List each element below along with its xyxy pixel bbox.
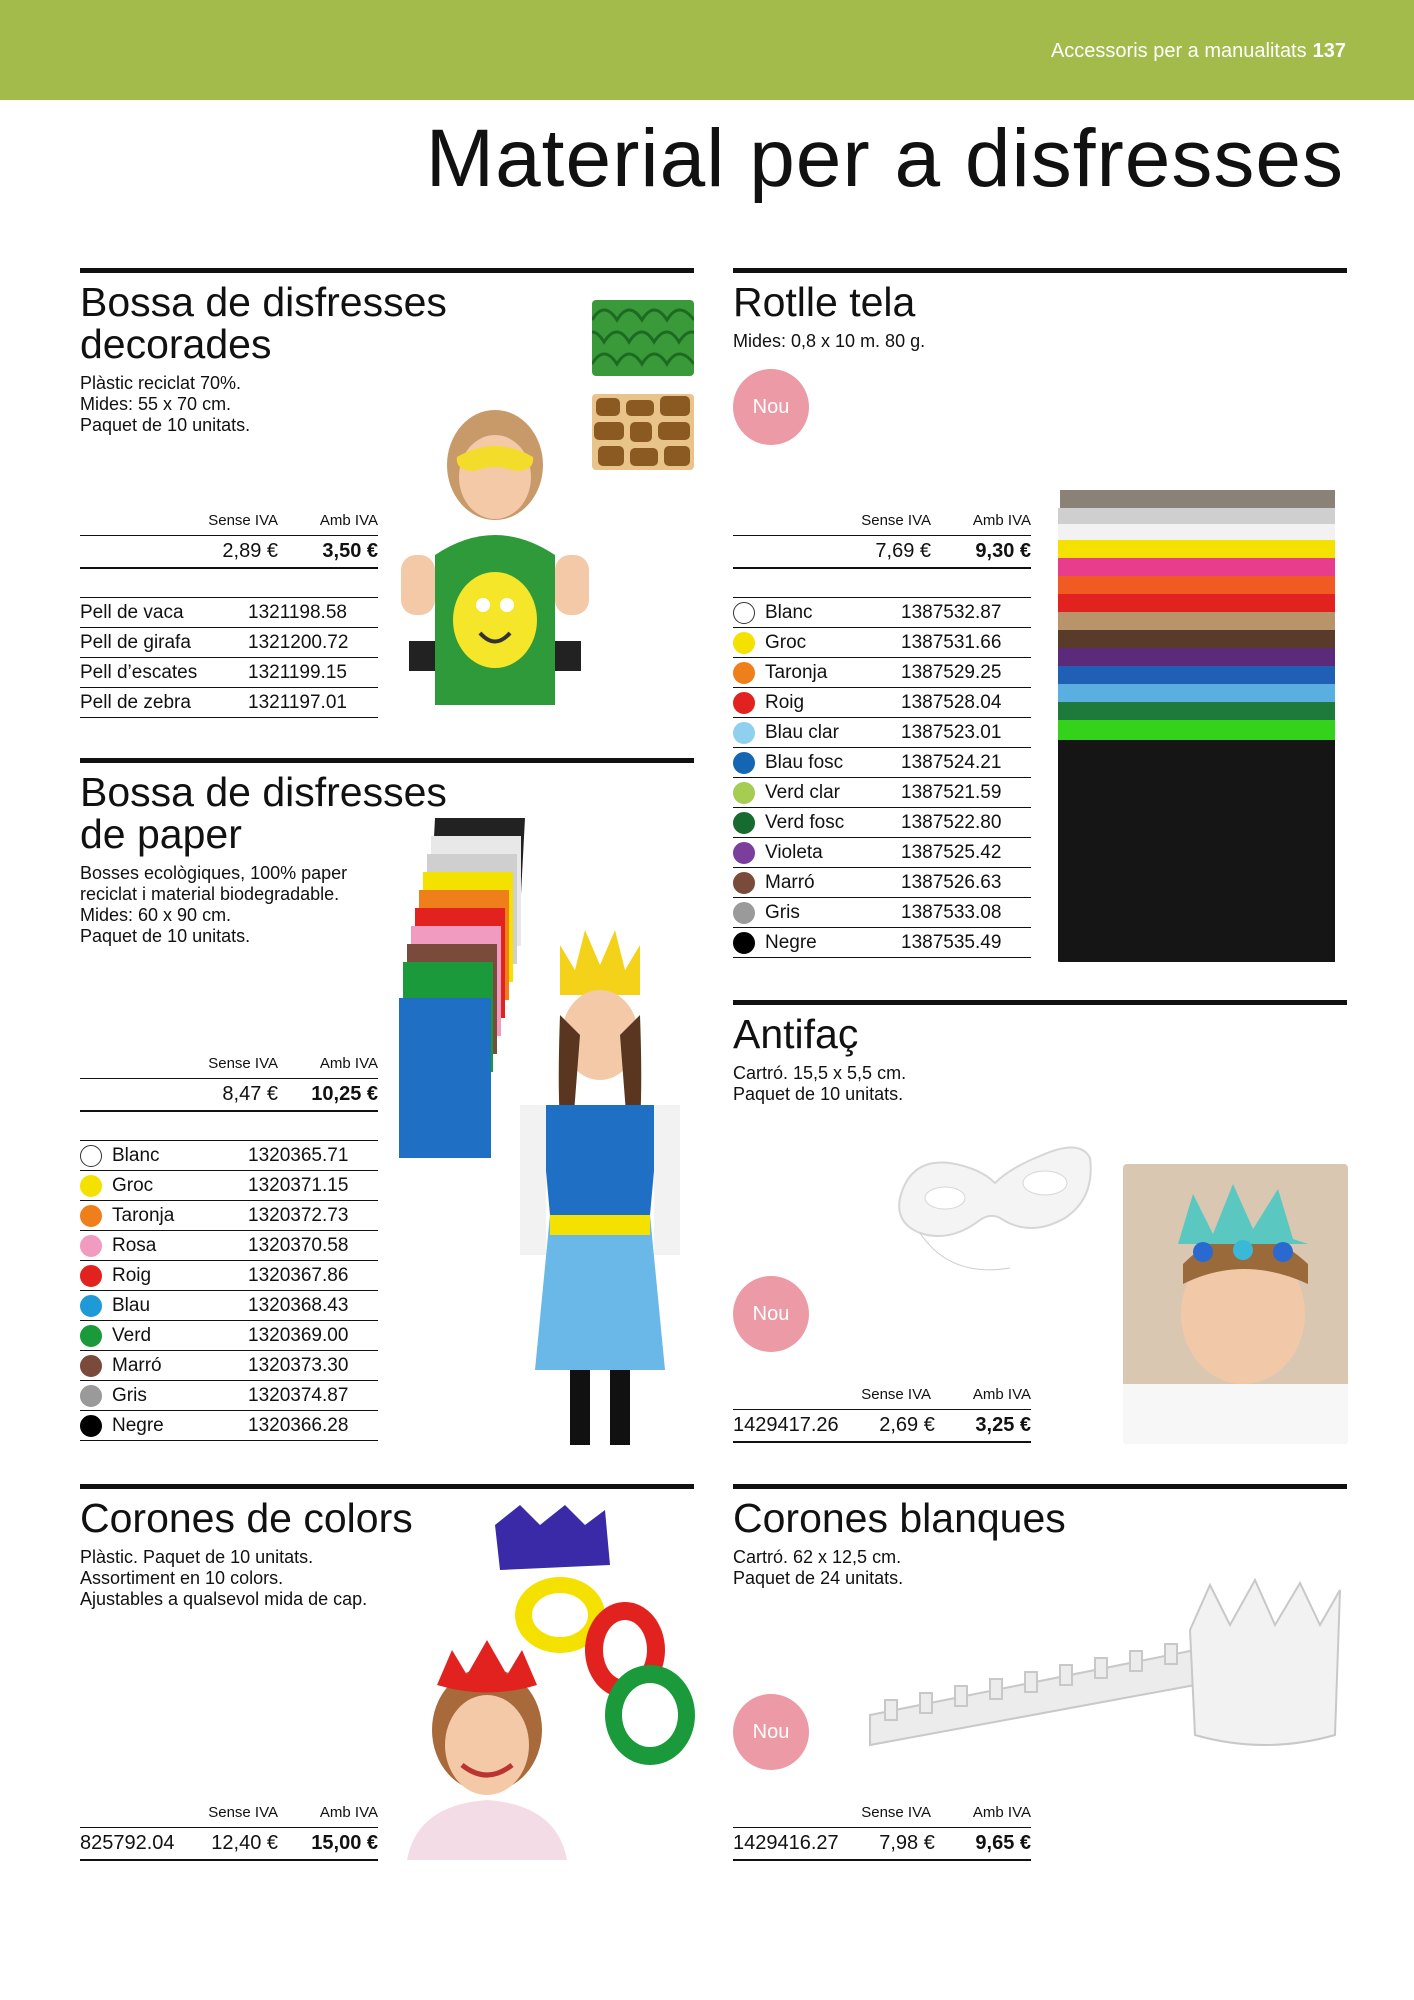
variant-name: Pell de girafa bbox=[80, 631, 191, 653]
list-item[interactable] bbox=[80, 1261, 378, 1291]
giraffe-swatch bbox=[592, 394, 694, 470]
nou-badge: Nou bbox=[733, 369, 809, 445]
list-item[interactable] bbox=[80, 1411, 378, 1441]
list-item[interactable] bbox=[80, 1351, 378, 1381]
color-swatch bbox=[80, 1205, 102, 1227]
desc-line: Ajustables a qualsevol mida de cap. bbox=[80, 1589, 368, 1609]
color-code: 1320371.15 bbox=[248, 1174, 349, 1196]
desc-line: Mides: 60 x 90 cm. bbox=[80, 905, 232, 925]
color-code: 1387524.21 bbox=[901, 751, 1002, 773]
color-code: 1320369.00 bbox=[248, 1324, 349, 1346]
desc-line: Paquet de 10 unitats. bbox=[80, 926, 251, 946]
desc-line: Cartró. 62 x 12,5 cm. bbox=[733, 1547, 902, 1567]
color-name: Groc bbox=[112, 1174, 154, 1196]
price-sense-iva: 7,98 € bbox=[879, 1832, 935, 1854]
color-swatch bbox=[733, 872, 755, 894]
desc-line: Paquet de 24 unitats. bbox=[733, 1568, 904, 1588]
color-swatch bbox=[80, 1235, 102, 1257]
price-box bbox=[733, 512, 1031, 569]
color-swatch bbox=[733, 662, 755, 684]
color-swatch bbox=[80, 1325, 102, 1347]
list-item[interactable] bbox=[733, 748, 1031, 778]
product-title bbox=[80, 771, 694, 855]
product-corones-blanques bbox=[733, 1484, 1347, 1589]
color-code: 1320370.58 bbox=[248, 1234, 349, 1256]
title-line-1: Bossa de disfresses bbox=[80, 279, 447, 325]
color-name: Roig bbox=[112, 1264, 152, 1286]
list-item[interactable] bbox=[733, 778, 1031, 808]
price-values bbox=[733, 1410, 1031, 1443]
color-name: Gris bbox=[112, 1384, 147, 1406]
color-list bbox=[733, 597, 1031, 958]
color-name: Marró bbox=[112, 1354, 162, 1376]
queen-costume-photo bbox=[500, 915, 700, 1445]
product-code: 825792.04 bbox=[80, 1832, 175, 1854]
list-item[interactable] bbox=[733, 838, 1031, 868]
list-item[interactable] bbox=[733, 898, 1031, 928]
color-name: Roig bbox=[765, 691, 805, 713]
variant-code: 1321198.58 bbox=[248, 601, 347, 623]
white-crowns-photo bbox=[865, 1575, 1345, 1760]
color-swatch bbox=[733, 932, 755, 954]
color-swatch bbox=[80, 1385, 102, 1407]
price-sense-iva: 2,89 € bbox=[222, 540, 278, 562]
variant-name: Pell d’escates bbox=[80, 661, 198, 683]
color-list bbox=[80, 1140, 378, 1441]
color-code: 1387535.49 bbox=[901, 931, 1002, 953]
color-name: Marró bbox=[765, 871, 815, 893]
white-mask-photo bbox=[890, 1128, 1100, 1278]
list-item[interactable] bbox=[80, 1291, 378, 1321]
color-code: 1320368.43 bbox=[248, 1294, 349, 1316]
label-amb-iva: Amb IVA bbox=[972, 1804, 1031, 1821]
variant-list bbox=[80, 597, 378, 718]
list-item[interactable] bbox=[80, 1141, 378, 1171]
desc-line: Assortiment en 10 colors. bbox=[80, 1568, 284, 1588]
color-swatch bbox=[733, 902, 755, 924]
color-swatch bbox=[733, 752, 755, 774]
nou-badge: Nou bbox=[733, 1276, 809, 1352]
section-title bbox=[1051, 40, 1346, 63]
color-name: Rosa bbox=[112, 1234, 157, 1256]
color-code: 1320372.73 bbox=[248, 1204, 349, 1226]
desc-line: Mides: 0,8 x 10 m. 80 g. bbox=[733, 331, 926, 351]
color-swatch bbox=[733, 812, 755, 834]
green-scales-swatch bbox=[592, 300, 694, 376]
header-bar bbox=[0, 0, 1414, 100]
color-name: Groc bbox=[765, 631, 807, 653]
product-title: Antifaç bbox=[733, 1011, 859, 1057]
label-amb-iva: Amb IVA bbox=[972, 1386, 1031, 1403]
label-amb-iva: Amb IVA bbox=[319, 512, 378, 529]
page-title: Material per a disfresses bbox=[425, 113, 1344, 204]
label-sense-iva: Sense IVA bbox=[861, 1386, 931, 1403]
price-header bbox=[733, 512, 1031, 536]
price-header bbox=[80, 1055, 378, 1079]
color-code: 1320365.71 bbox=[248, 1144, 349, 1166]
price-amb-iva: 9,65 € bbox=[975, 1832, 1031, 1854]
price-box bbox=[733, 1386, 1031, 1443]
color-name: Violeta bbox=[765, 841, 823, 863]
product-rotlle-tela bbox=[733, 268, 1347, 352]
variant-name: Pell de vaca bbox=[80, 601, 184, 623]
color-code: 1387531.66 bbox=[901, 631, 1002, 653]
color-name: Blau clar bbox=[765, 721, 839, 743]
list-item[interactable] bbox=[80, 598, 378, 628]
price-box bbox=[733, 1804, 1031, 1861]
page-number: 137 bbox=[1312, 40, 1346, 62]
title-line-1: Bossa de disfresses bbox=[80, 769, 447, 815]
price-amb-iva: 3,25 € bbox=[975, 1414, 1031, 1436]
price-header bbox=[733, 1386, 1031, 1410]
price-box bbox=[80, 512, 378, 569]
price-amb-iva: 3,50 € bbox=[322, 540, 378, 562]
product-code: 1429417.26 bbox=[733, 1414, 839, 1436]
variant-name: Pell de zebra bbox=[80, 691, 191, 713]
label-amb-iva: Amb IVA bbox=[319, 1804, 378, 1821]
color-swatch bbox=[733, 842, 755, 864]
color-swatch bbox=[733, 632, 755, 654]
label-sense-iva: Sense IVA bbox=[208, 512, 278, 529]
desc-line: Paquet de 10 unitats. bbox=[733, 1084, 904, 1104]
color-swatch bbox=[733, 782, 755, 804]
list-item[interactable] bbox=[733, 598, 1031, 628]
color-code: 1387526.63 bbox=[901, 871, 1002, 893]
color-code: 1387525.42 bbox=[901, 841, 1002, 863]
color-name: Blanc bbox=[765, 601, 813, 623]
product-description bbox=[733, 1063, 1347, 1105]
child-costume-photo bbox=[395, 405, 595, 720]
color-name: Blau bbox=[112, 1294, 151, 1316]
price-box bbox=[80, 1804, 378, 1861]
color-name: Negre bbox=[765, 931, 817, 953]
price-header bbox=[733, 1804, 1031, 1828]
color-name: Blau fosc bbox=[765, 751, 844, 773]
label-amb-iva: Amb IVA bbox=[319, 1055, 378, 1072]
color-code: 1387532.87 bbox=[901, 601, 1002, 623]
fabric-rolls-photo bbox=[1056, 490, 1339, 962]
label-sense-iva: Sense IVA bbox=[208, 1804, 278, 1821]
product-description bbox=[733, 331, 1347, 352]
color-name: Gris bbox=[765, 901, 800, 923]
list-item[interactable] bbox=[733, 928, 1031, 958]
color-swatch bbox=[733, 602, 755, 624]
price-box bbox=[80, 1055, 378, 1112]
variant-code: 1321199.15 bbox=[248, 661, 347, 683]
color-swatch bbox=[80, 1265, 102, 1287]
price-values bbox=[733, 1828, 1031, 1861]
label-sense-iva: Sense IVA bbox=[861, 1804, 931, 1821]
list-item[interactable] bbox=[733, 718, 1031, 748]
price-values bbox=[80, 1079, 378, 1112]
color-name: Blanc bbox=[112, 1144, 160, 1166]
color-code: 1320366.28 bbox=[248, 1414, 349, 1436]
color-swatch bbox=[80, 1355, 102, 1377]
price-sense-iva: 8,47 € bbox=[222, 1083, 278, 1105]
section-label: Accessoris per a manualitats bbox=[1050, 40, 1307, 62]
color-code: 1387521.59 bbox=[901, 781, 1002, 803]
desc-line: Plàstic reciclat 70%. bbox=[80, 373, 242, 393]
label-amb-iva: Amb IVA bbox=[972, 512, 1031, 529]
price-amb-iva: 15,00 € bbox=[311, 1832, 378, 1854]
color-code: 1387529.25 bbox=[901, 661, 1002, 683]
color-swatch bbox=[80, 1145, 102, 1167]
price-header bbox=[80, 1804, 378, 1828]
product-title: Corones blanques bbox=[733, 1495, 1066, 1541]
list-item[interactable] bbox=[733, 868, 1031, 898]
title-line-2: de paper bbox=[80, 811, 242, 857]
list-item[interactable] bbox=[733, 688, 1031, 718]
product-title: Rotlle tela bbox=[733, 279, 916, 325]
color-code: 1387523.01 bbox=[901, 721, 1002, 743]
color-name: Verd fosc bbox=[765, 811, 845, 833]
variant-code: 1321200.72 bbox=[248, 631, 349, 653]
desc-line: Mides: 55 x 70 cm. bbox=[80, 394, 232, 414]
price-values bbox=[80, 536, 378, 569]
color-code: 1387533.08 bbox=[901, 901, 1002, 923]
title-line-2: decorades bbox=[80, 321, 272, 367]
product-antifac bbox=[733, 1000, 1347, 1105]
list-item[interactable] bbox=[80, 658, 378, 688]
list-item[interactable] bbox=[80, 1201, 378, 1231]
price-header bbox=[80, 512, 378, 536]
list-item[interactable] bbox=[80, 628, 378, 658]
color-code: 1320373.30 bbox=[248, 1354, 349, 1376]
girl-crown-photo bbox=[397, 1635, 607, 1860]
desc-line: Cartró. 15,5 x 5,5 cm. bbox=[733, 1063, 907, 1083]
price-sense-iva: 2,69 € bbox=[879, 1414, 935, 1436]
list-item[interactable] bbox=[733, 628, 1031, 658]
desc-line: Bosses ecològiques, 100% paper bbox=[80, 863, 348, 883]
desc-line: Plàstic. Paquet de 10 unitats. bbox=[80, 1547, 314, 1567]
list-item[interactable] bbox=[80, 1231, 378, 1261]
list-item[interactable] bbox=[80, 1321, 378, 1351]
list-item[interactable] bbox=[80, 688, 378, 718]
nou-badge: Nou bbox=[733, 1694, 809, 1770]
color-code: 1320374.87 bbox=[248, 1384, 349, 1406]
color-swatch bbox=[80, 1175, 102, 1197]
color-code: 1320367.86 bbox=[248, 1264, 349, 1286]
price-amb-iva: 9,30 € bbox=[975, 540, 1031, 562]
list-item[interactable] bbox=[733, 658, 1031, 688]
color-code: 1387522.80 bbox=[901, 811, 1002, 833]
color-swatch bbox=[80, 1295, 102, 1317]
price-sense-iva: 12,40 € bbox=[211, 1832, 278, 1854]
product-code: 1429416.27 bbox=[733, 1832, 839, 1854]
color-name: Verd clar bbox=[765, 781, 840, 803]
variant-code: 1321197.01 bbox=[248, 691, 347, 713]
price-values bbox=[80, 1828, 378, 1861]
color-name: Verd bbox=[112, 1324, 152, 1346]
color-code: 1387528.04 bbox=[901, 691, 1002, 713]
color-swatch bbox=[733, 692, 755, 714]
price-sense-iva: 7,69 € bbox=[875, 540, 931, 562]
list-item[interactable] bbox=[80, 1171, 378, 1201]
color-name: Taronja bbox=[112, 1204, 175, 1226]
label-sense-iva: Sense IVA bbox=[861, 512, 931, 529]
list-item[interactable] bbox=[733, 808, 1031, 838]
desc-line: Paquet de 10 unitats. bbox=[80, 415, 251, 435]
color-swatch bbox=[733, 722, 755, 744]
color-swatch bbox=[80, 1415, 102, 1437]
desc-line: reciclat i material biodegradable. bbox=[80, 884, 340, 904]
color-name: Taronja bbox=[765, 661, 828, 683]
price-values bbox=[733, 536, 1031, 569]
label-sense-iva: Sense IVA bbox=[208, 1055, 278, 1072]
list-item[interactable] bbox=[80, 1381, 378, 1411]
color-name: Negre bbox=[112, 1414, 164, 1436]
product-title: Corones de colors bbox=[80, 1495, 413, 1541]
toddler-crown-photo bbox=[1123, 1164, 1348, 1444]
price-amb-iva: 10,25 € bbox=[311, 1083, 378, 1105]
